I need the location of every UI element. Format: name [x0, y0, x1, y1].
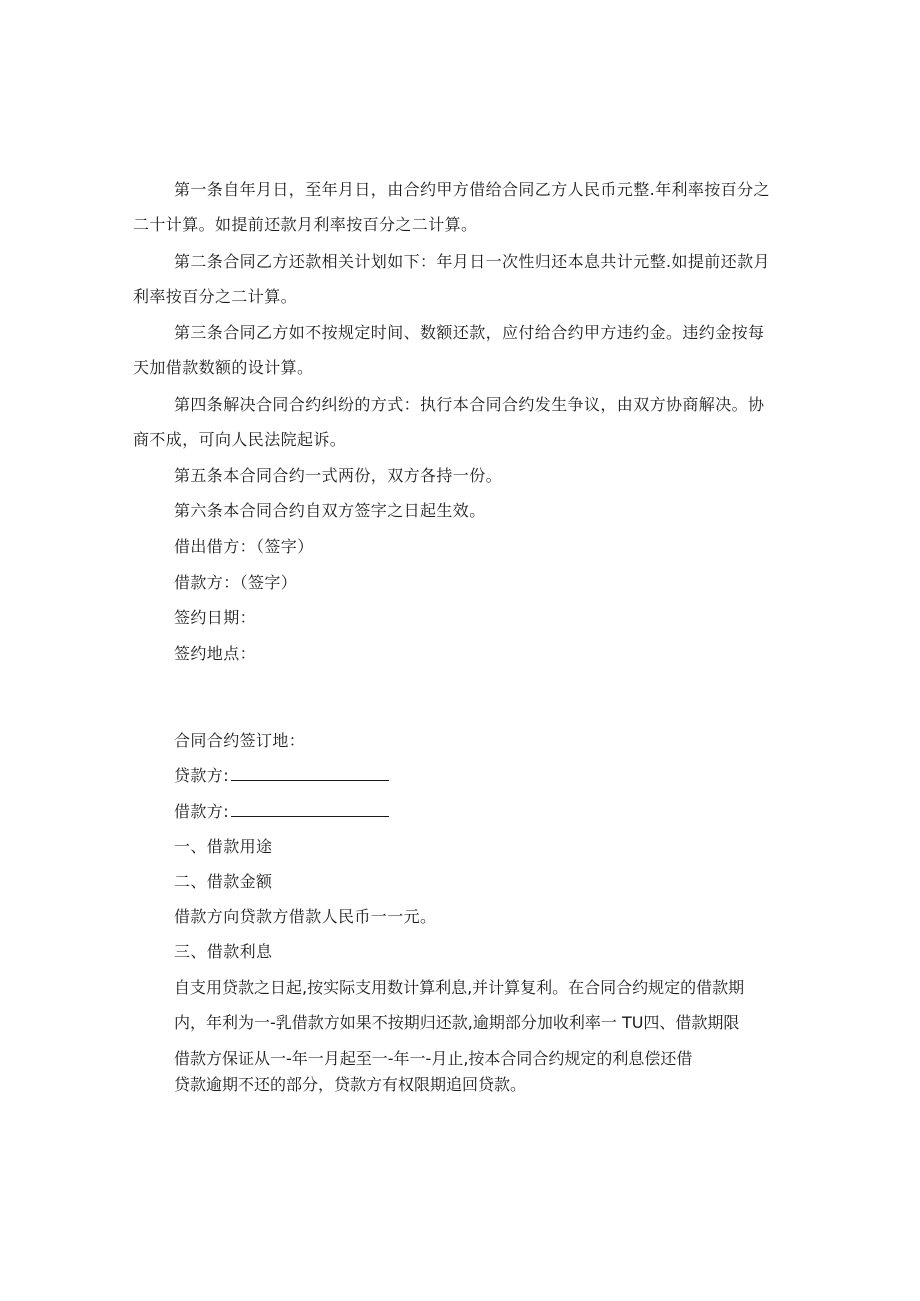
borrower-blank-line [231, 802, 389, 817]
article-3-line-1: 第三条合同乙方如不按规定时间、数额还款，应付给合约甲方违约金。违约金按每 [174, 323, 765, 342]
article-1-line-1: 第一条自年月日，至年月日，由合约甲方借给合同乙方人民币元整.年利率按百分之 [174, 180, 770, 199]
lender-field [174, 766, 389, 786]
section-1-heading: 一、借款用途 [174, 837, 273, 856]
term-text-line-2: 贷款逾期不还的部分，贷款方有权限期追回贷款。 [174, 1075, 527, 1094]
lender-field-label: 贷款方: [174, 766, 229, 785]
loan-amount-text: 借款方向贷款方借款人民币一一元。 [174, 907, 437, 926]
sign-place-label: 签约地点： [174, 644, 257, 663]
contract-sign-place-label: 合同合约签订地： [174, 731, 306, 750]
article-1-line-2: 二十计算。如提前还款月利率按百分之二计算。 [133, 215, 478, 234]
sign-date-label: 签约日期： [174, 608, 257, 627]
lender-blank-line [231, 766, 389, 781]
article-2-line-2: 利率按百分之二计算。 [133, 287, 298, 306]
borrower-field [174, 802, 389, 822]
interest-text-line-2: 内，年利为一-乳借款方如果不按期归还款,逾期部分加收利率一 TU四、借款期限 [174, 1013, 740, 1032]
section-3-heading: 三、借款利息 [174, 942, 273, 961]
interest-text-line-1: 自支用贷款之日起,按实际支用数计算利息,并计算复利。在合同合约规定的借款期 [174, 978, 745, 997]
borrower-field-label: 借款方: [174, 802, 229, 821]
article-6: 第六条本合同合约自双方签字之日起生效。 [174, 501, 486, 520]
article-4-line-1: 第四条解决合同合约纠纷的方式：执行本合同合约发生争议，由双方协商解决。协 [174, 395, 765, 414]
article-2-line-1: 第二条合同乙方还款相关计划如下：年月日一次性归还本息共计元整.如提前还款月 [174, 252, 770, 271]
article-3-line-2: 天加借款数额的设计算。 [133, 358, 314, 377]
borrower-signature-label: 借款方：（签字） [174, 573, 298, 592]
article-4-line-2: 商不成，可向人民法院起诉。 [133, 430, 347, 449]
term-text-line-1: 借款方保证从一-年一月起至一-年一-月止,按本合同合约规定的利息偿还借 [174, 1049, 693, 1068]
lender-signature-label: 借出借方：（签字） [174, 537, 314, 556]
section-2-heading: 二、借款金额 [174, 872, 273, 891]
article-5: 第五条本合同合约一式两份，双方各持一份。 [174, 466, 503, 485]
